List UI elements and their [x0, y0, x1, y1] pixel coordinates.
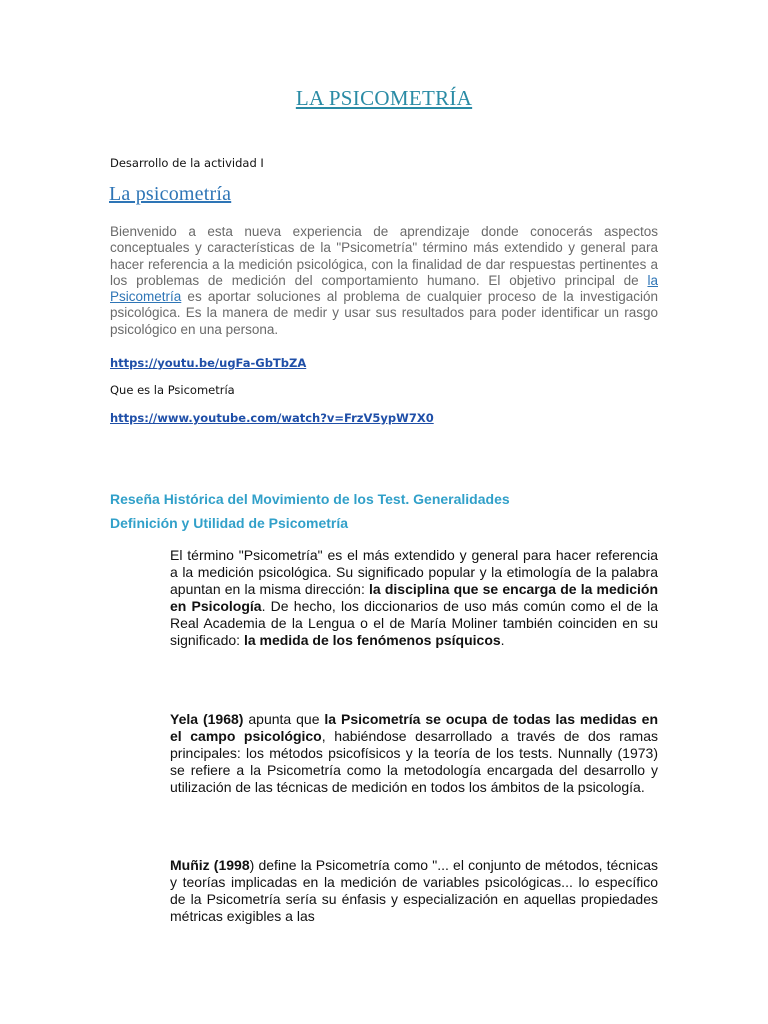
psicometria-link[interactable]: la Psicometría [110, 272, 658, 305]
intro-text-2: es aportar soluciones al problema de cualquier proceso de la investigación psicológica. Es la manera de medir y usar sus resultados para poder identificar un rasgo psicológico en una persona. [110, 289, 658, 337]
intro-text-1: Bienvenido a esta nueva experiencia de aprendizaje donde conocerás aspectos conceptuales y características de la "Psicometría" término más extendido y general para hacer referencia a la medición psicológica, con la finalidad de dar respuestas pertinentes a los problemas de medición del comportamiento humano. El objetivo principal de [110, 224, 658, 288]
p1-text-2: . De hecho, los diccionarios de uso más común como el de la Real Academia de la Lengua o el de María Moliner también coinciden en su significado: [170, 598, 659, 648]
youtube-link-1[interactable]: https://youtu.be/ugFa-GbTbZA [110, 356, 307, 370]
activity-label: Desarrollo de la actividad I [110, 156, 264, 170]
section-heading-definicion: Definición y Utilidad de Psicometría [110, 515, 349, 531]
p2-text-1: apunta que [243, 711, 325, 727]
p1-bold-1: la disciplina que se encarga de la medición en Psicología [170, 581, 658, 614]
paragraph-yela [170, 711, 658, 796]
intro-paragraph [110, 224, 658, 338]
p2-bold-2: la Psicometría se ocupa de todas las medidas en el campo psicológico [170, 711, 658, 744]
youtube-link-2[interactable]: https://www.youtube.com/watch?v=FrzV5ypW7X0 [110, 411, 434, 425]
p1-text-1: El término "Psicometría" es el más extendido y general para hacer referencia a la medición psicológica. Su significado popular y la etimología de la palabra apuntan en la misma dirección: [170, 547, 658, 597]
p3-bold-1: Muñiz (1998 [170, 857, 250, 873]
p3-text-1: ) define la Psicometría como "... el conjunto de métodos, técnicas y teorías implicadas en la medición de variables psicológicas... lo específico de la Psicometría sería su énfasis y especialización en aquellas propiedades métricas exigibles a las [170, 857, 658, 924]
paragraph-definicion [170, 547, 658, 649]
que-es-label: Que es la Psicometría [110, 383, 235, 397]
subheading-link[interactable]: La psicometría [109, 183, 232, 205]
p2-text-2: , habiéndose desarrollado a través de dos ramas principales: los métodos psicofísicos y la teoría de los tests. Nunnally (1973) se refiere a la Psicometría como la metodología encargada del desarrollo y utilización de las técnicas de medición en todos los ámbitos de la psicología. [170, 728, 659, 795]
p1-bold-2: la medida de los fenómenos psíquicos [243, 632, 501, 648]
p1-text-3: . [500, 632, 505, 648]
paragraph-muniz [170, 857, 658, 925]
document-title: LA PSICOMETRÍA [295, 86, 473, 110]
section-heading-resena: Reseña Histórica del Movimiento de los Test. Generalidades [110, 491, 510, 507]
p2-bold-1: Yela (1968) [170, 711, 244, 727]
